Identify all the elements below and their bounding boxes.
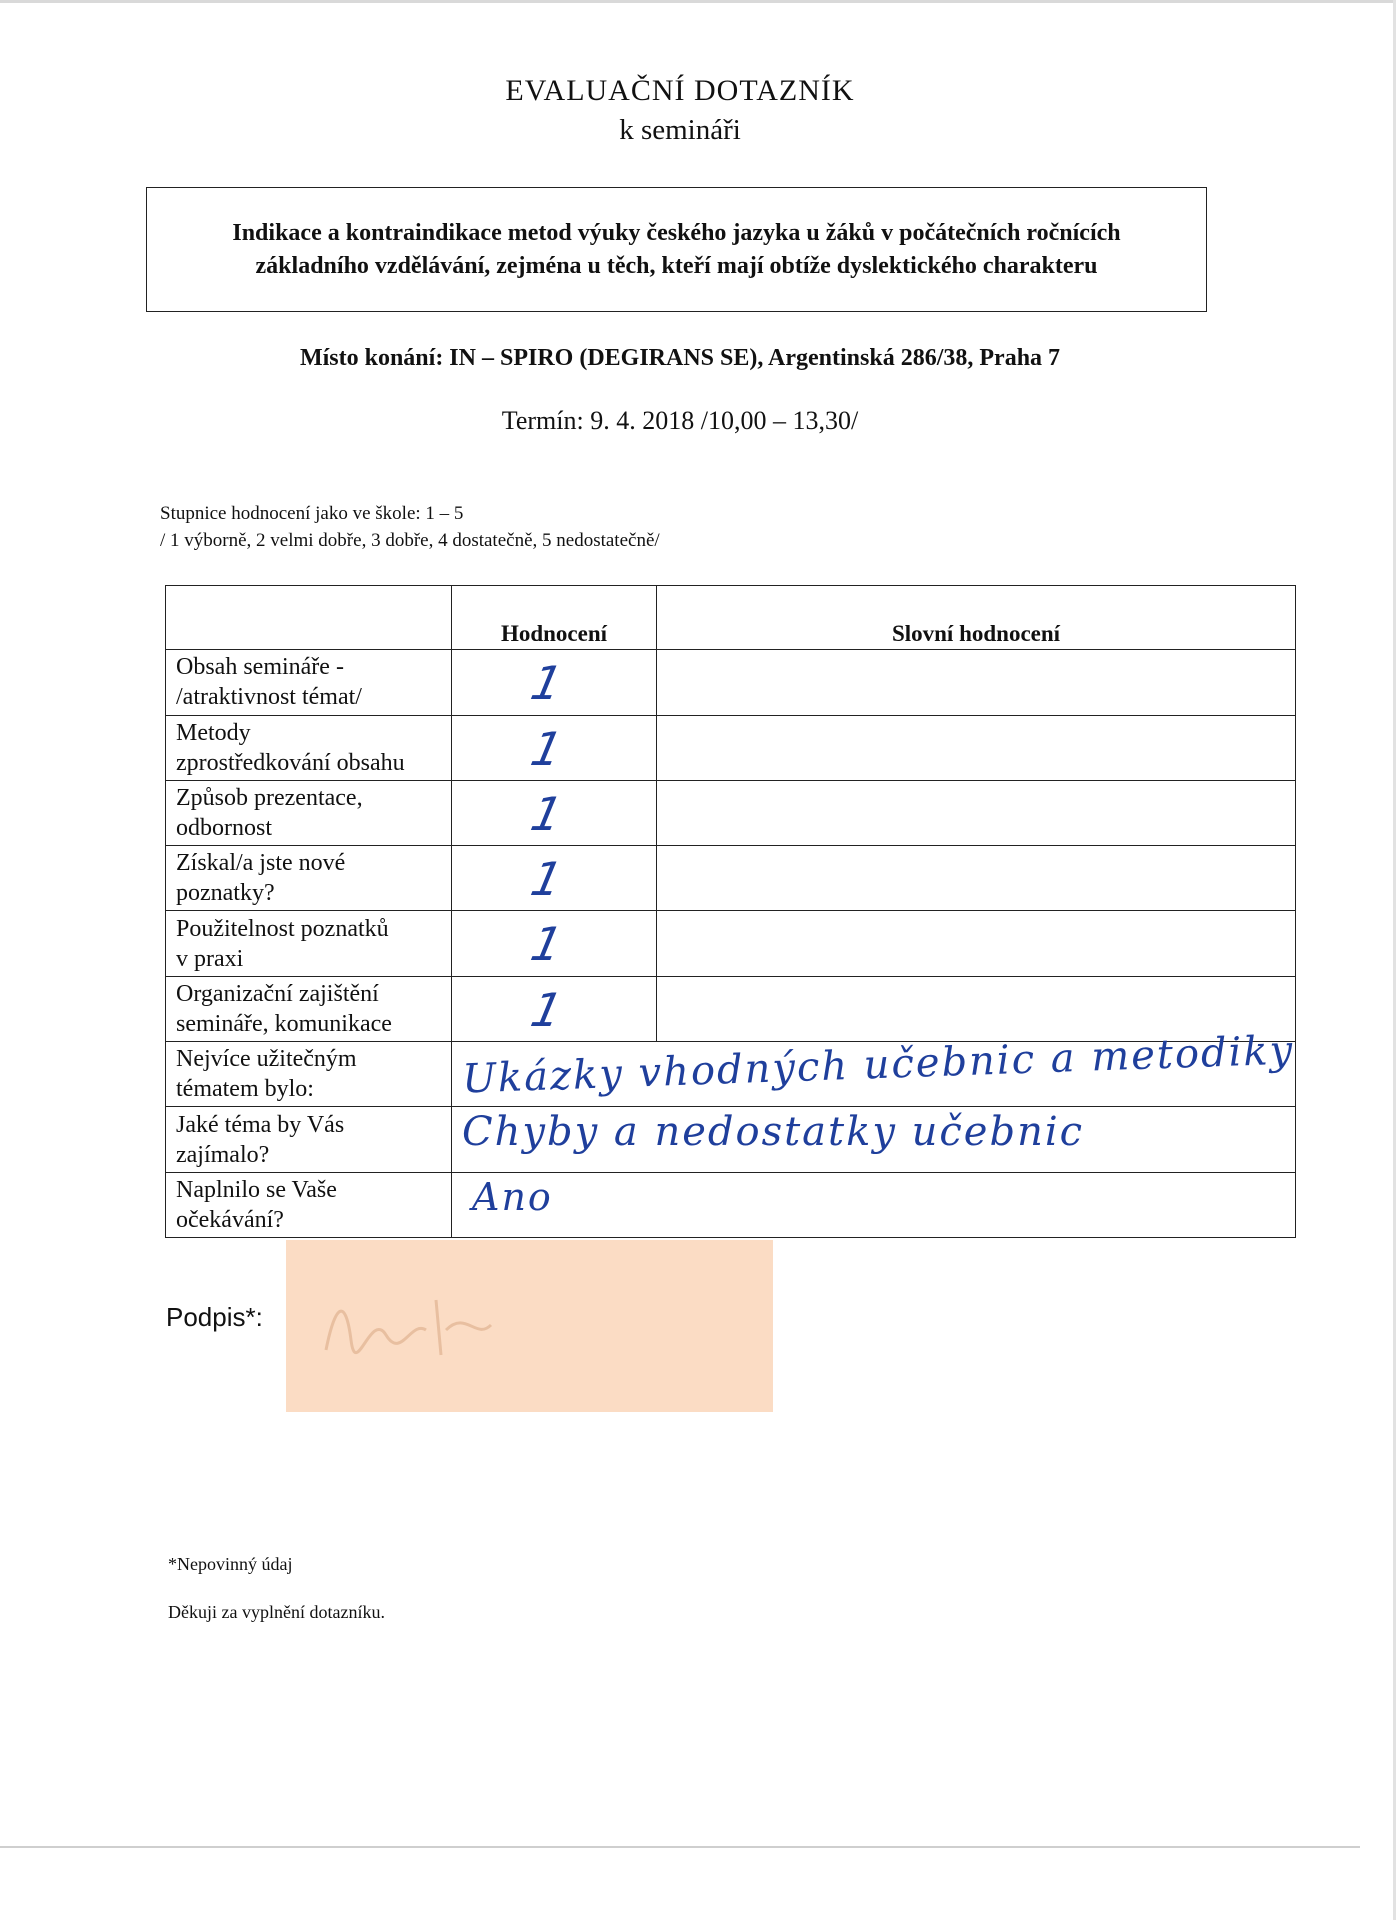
comment-cell[interactable] <box>657 715 1296 780</box>
table-header-comment: Slovní hodnocení <box>657 586 1296 650</box>
topic-line-1: Indikace a kontraindikace metod výuky českého jazyka u žáků v počátečních ročnících <box>232 219 1121 246</box>
table-row <box>166 911 1296 976</box>
grade-cell[interactable] <box>452 650 657 715</box>
answer-cell[interactable] <box>452 1107 1296 1172</box>
table-row <box>166 1172 1296 1237</box>
signature-label: Podpis*: <box>166 1302 263 1332</box>
answer-cell[interactable] <box>452 1027 1296 1107</box>
scan-edge-top <box>0 0 1396 3</box>
grade-cell[interactable] <box>452 780 657 845</box>
term-line: Termín: 9. 4. 2018 /10,00 – 13,30/ <box>501 406 859 435</box>
handwritten-grade: 1 <box>526 852 568 907</box>
optional-field-note: *Nepovinný údaj <box>168 1554 293 1574</box>
table-row <box>166 846 1296 911</box>
table-header-row <box>166 586 1296 650</box>
handwritten-grade: 1 <box>526 917 568 972</box>
row-label: Nejvíce užitečným tématem bylo: <box>166 1042 452 1107</box>
grading-scale-title: Stupnice hodnocení jako ve škole: 1 – 5 <box>160 503 464 524</box>
row-label: Získal/a jste nové poznatky? <box>166 846 452 911</box>
evaluation-table <box>165 585 1296 1238</box>
handwritten-answer: Ano <box>472 1174 553 1219</box>
scan-edge-bottom <box>0 1846 1360 1848</box>
signature-redaction-box <box>286 1240 773 1412</box>
seminar-topic-box <box>146 187 1207 312</box>
comment-cell[interactable] <box>657 911 1296 976</box>
row-label: Jaké téma by Vás zajímalo? <box>166 1107 452 1172</box>
table-row <box>166 715 1296 780</box>
row-label: Způsob prezentace, odbornost <box>166 780 452 845</box>
handwritten-answer: Chyby a nedostatky učebnic <box>462 1109 1085 1156</box>
handwritten-grade: 1 <box>526 982 568 1037</box>
table-row <box>166 780 1296 845</box>
handwritten-grade: 1 <box>526 721 568 776</box>
table-header-blank <box>166 586 452 650</box>
document-subtitle: k semináři <box>619 114 741 146</box>
comment-cell[interactable] <box>657 780 1296 845</box>
row-label: Naplnilo se Vaše očekávání? <box>166 1172 452 1237</box>
table-row <box>166 1107 1296 1172</box>
topic-line-2: základního vzdělávání, zejména u těch, kteří mají obtíže dyslektického charakteru <box>255 252 1098 279</box>
table-row <box>166 650 1296 715</box>
document-title: EVALUAČNÍ DOTAZNÍK <box>505 74 855 107</box>
handwritten-answer: Ukázky vhodných učebnic a metodiky <box>461 1027 1295 1103</box>
venue-line: Místo konání: IN – SPIRO (DEGIRANS SE), Argentinská 286/38, Praha 7 <box>299 345 1061 371</box>
table-row <box>166 976 1296 1041</box>
handwritten-grade: 1 <box>526 786 568 841</box>
comment-cell[interactable] <box>657 846 1296 911</box>
grading-scale-legend: / 1 výborně, 2 velmi dobře, 3 dobře, 4 dostatečně, 5 nedostatečně/ <box>160 530 660 551</box>
table-row <box>166 1042 1296 1107</box>
row-label: Metody zprostředkování obsahu <box>166 715 452 780</box>
grade-cell[interactable] <box>452 976 657 1041</box>
grade-cell[interactable] <box>452 715 657 780</box>
row-label: Obsah semináře - /atraktivnost témat/ <box>166 650 452 715</box>
faded-signature-scribble <box>316 1280 576 1370</box>
row-label: Použitelnost poznatků v praxi <box>166 911 452 976</box>
table-header-grade: Hodnocení <box>452 586 657 650</box>
answer-cell[interactable] <box>452 1172 1296 1237</box>
thank-you-note: Děkuji za vyplnění dotazníku. <box>168 1602 385 1622</box>
row-label: Organizační zajištění semináře, komunikace <box>166 976 452 1041</box>
grade-cell[interactable] <box>452 846 657 911</box>
comment-cell[interactable] <box>657 650 1296 715</box>
handwritten-grade: 1 <box>526 656 568 711</box>
grade-cell[interactable] <box>452 911 657 976</box>
